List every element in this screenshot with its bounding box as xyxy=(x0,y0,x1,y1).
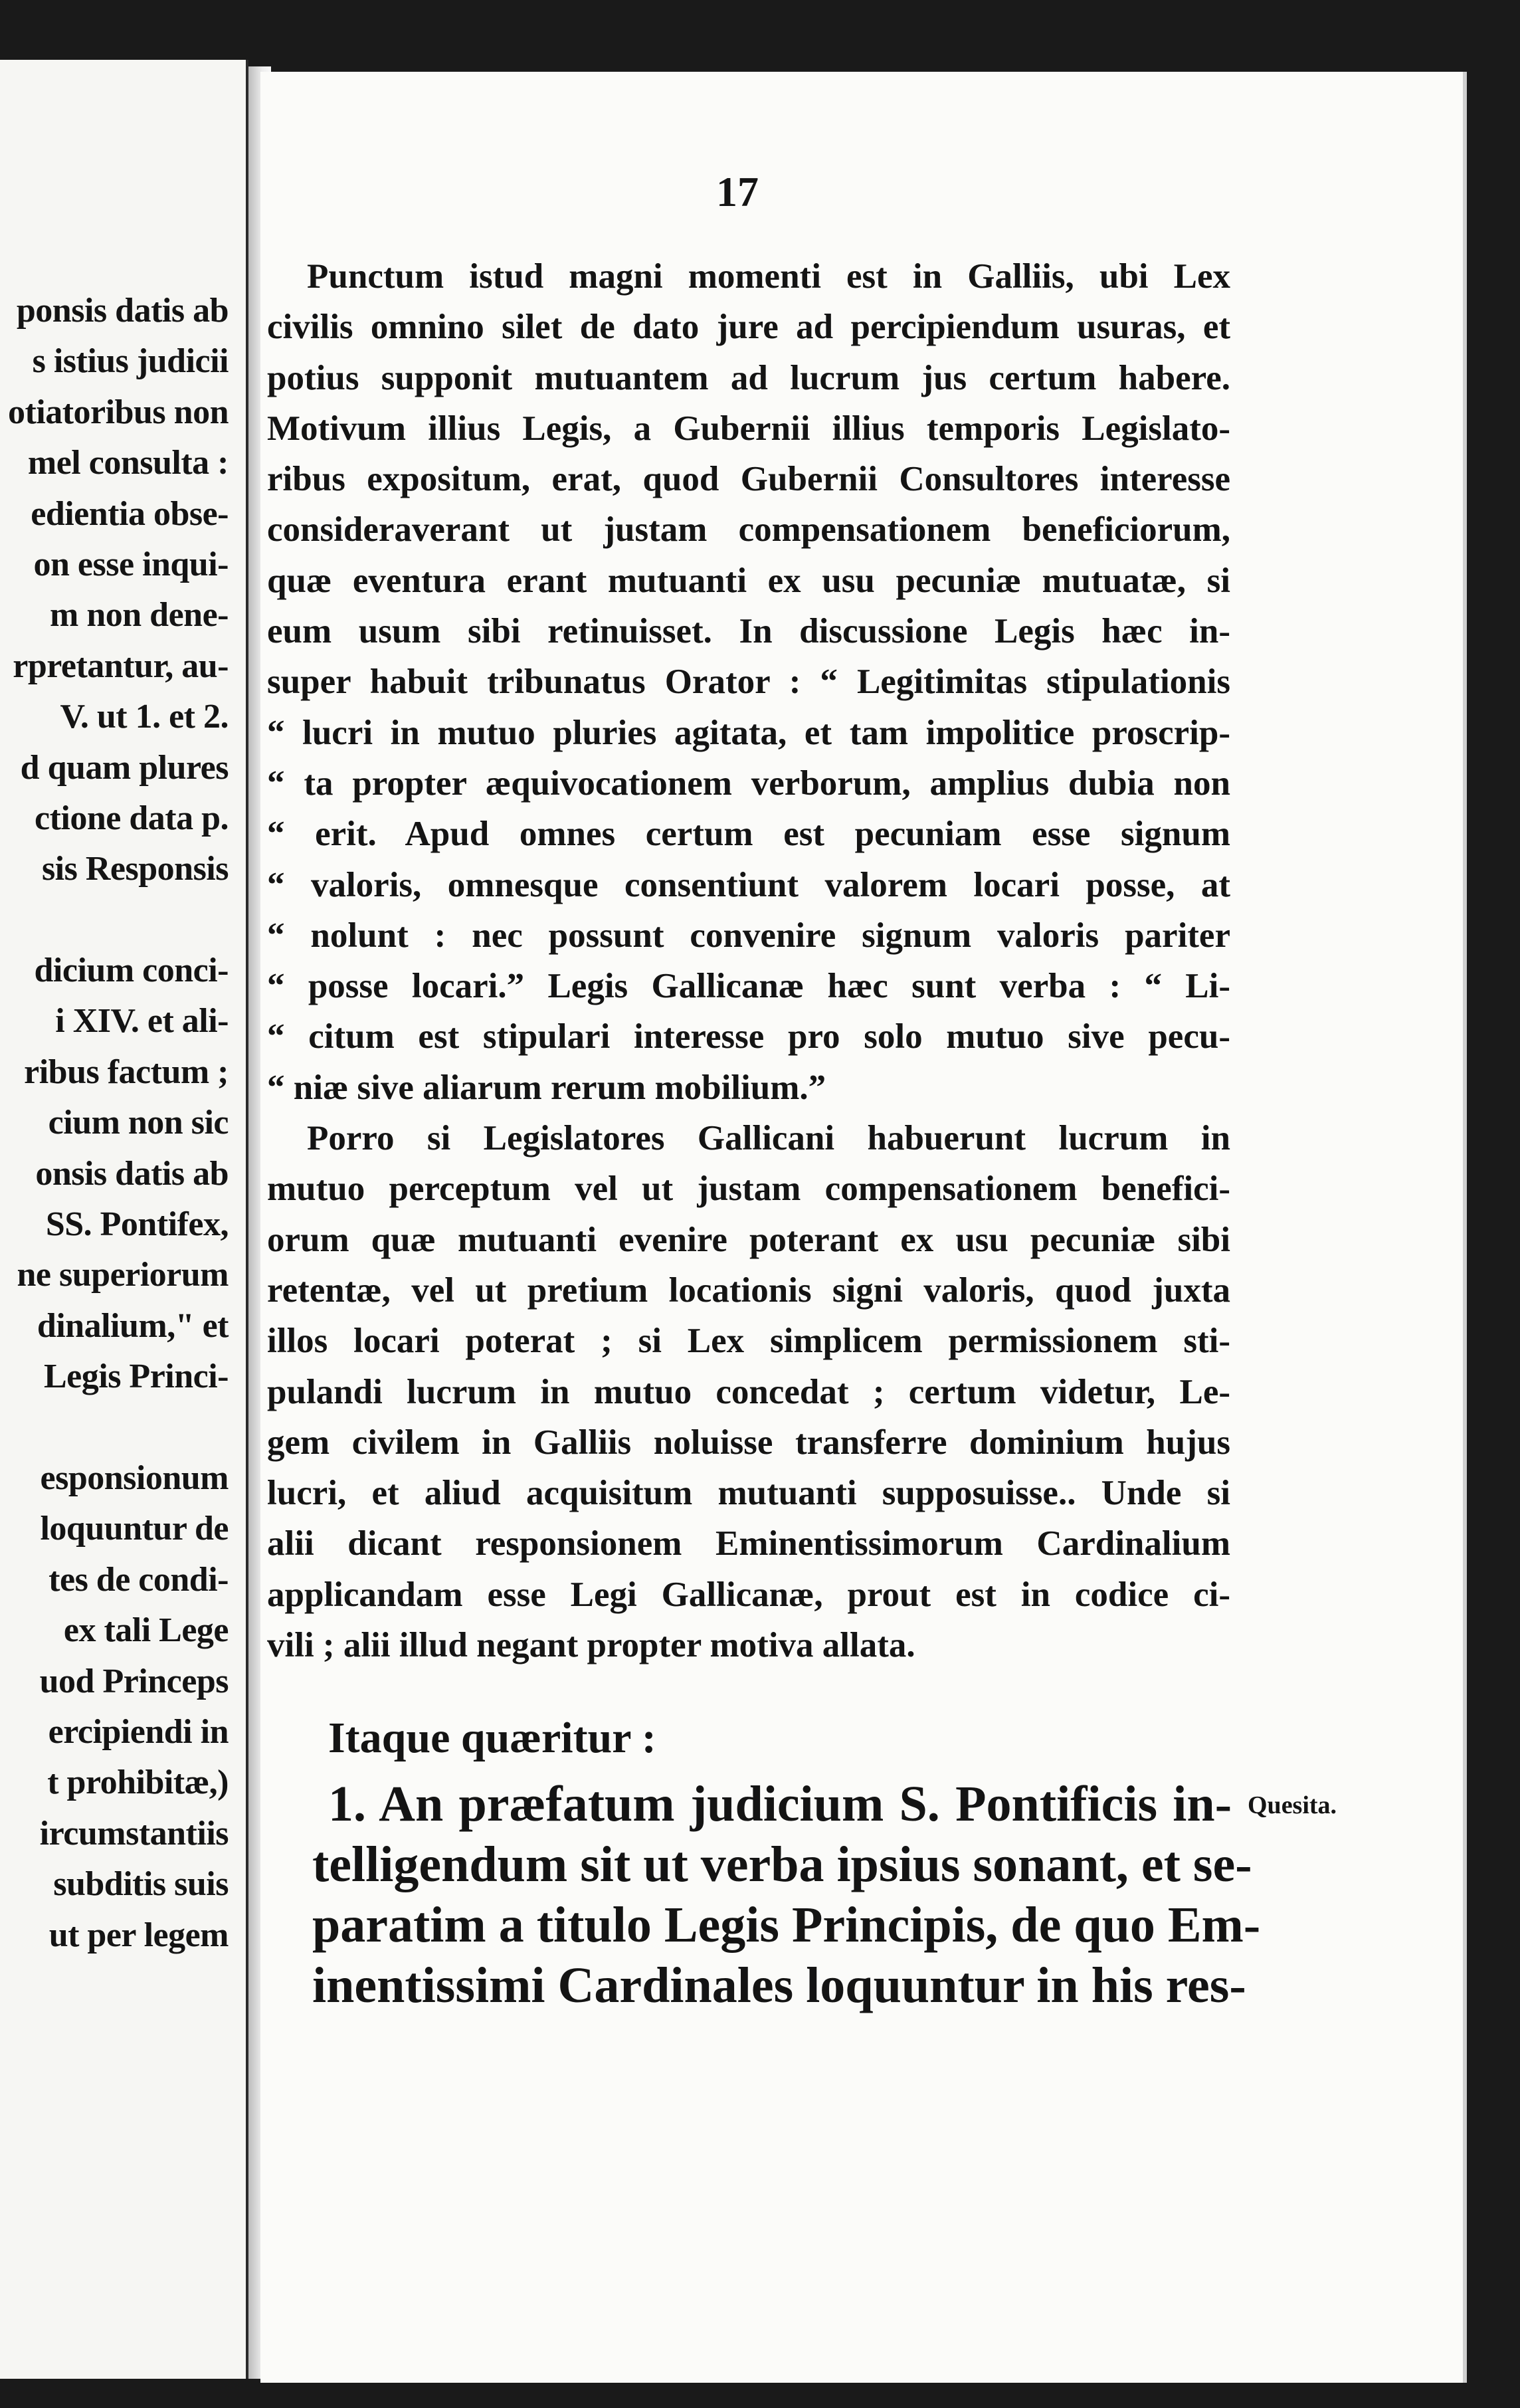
question-line: 1. An præfatum judicium S. Pontificis in- xyxy=(328,1776,1232,1832)
main-paragraphs xyxy=(267,251,1230,1670)
left-page-line: dicium conci- xyxy=(34,952,229,990)
left-page-line: rpretantur, au- xyxy=(13,647,229,685)
text-line: retentæ, vel ut pretium locationis signi valoris, quod juxta xyxy=(267,1270,1230,1310)
left-page-line: tes de condi- xyxy=(48,1560,229,1599)
margin-note: Quesita. xyxy=(1248,1791,1337,1819)
text-line: Punctum istud magni momenti est in Galliis, ubi Lex xyxy=(307,257,1230,296)
text-line: super habuit tribunatus Orator : “ Legitimitas stipulationis xyxy=(267,662,1230,702)
left-page-line: ne superiorum xyxy=(17,1256,229,1294)
page-number: 17 xyxy=(716,168,759,215)
text-line: eum usum sibi retinuisset. In discussione Legis hæc in- xyxy=(267,612,1230,651)
text-line: quæ eventura erant mutuanti ex usu pecuniæ mutuatæ, si xyxy=(267,561,1230,600)
text-line: civilis omnino silet de dato jure ad percipiendum usuras, et xyxy=(267,308,1230,347)
text-line: “ niæ sive aliarum rerum mobilium.” xyxy=(267,1068,826,1107)
text-line: “ nolunt : nec possunt convenire signum valoris pariter xyxy=(267,916,1230,955)
text-line: vili ; alii illud negant propter motiva allata. xyxy=(267,1626,915,1665)
text-line: orum quæ mutuanti evenire poterant ex usu pecuniæ sibi xyxy=(267,1220,1230,1259)
text-line: ribus expositum, erat, quod Gubernii Consultores interesse xyxy=(267,460,1230,499)
left-page-line: dinalium," et xyxy=(37,1306,229,1345)
left-page-line: onsis datis ab xyxy=(35,1154,229,1193)
left-page-line: i XIV. et ali- xyxy=(55,1002,229,1041)
left-page-line xyxy=(0,1403,229,1453)
text-line: “ valoris, omnesque consentiunt valorem locari posse, at xyxy=(267,865,1230,904)
text-line: consideraverant ut justam compensationem beneficiorum, xyxy=(267,510,1230,550)
left-page-line: d quam plures xyxy=(20,748,229,787)
left-page-line: ctione data p. xyxy=(35,799,229,837)
left-page-line: sis Responsis xyxy=(41,850,229,888)
left-page-line: cium non sic xyxy=(48,1104,229,1142)
text-line: pulandi lucrum in mutuo concedat ; certum videtur, Le- xyxy=(267,1372,1230,1411)
left-page-line: m non dene- xyxy=(50,596,229,635)
left-page-line: s istius judicii xyxy=(32,342,229,381)
left-page-line: Legis Princi- xyxy=(43,1357,229,1396)
text-line: lucri, et aliud acquisitum mutuanti supposuisse.. Unde si xyxy=(267,1474,1230,1513)
question-text xyxy=(312,1774,1261,2016)
left-page-line: on esse inqui- xyxy=(33,545,229,583)
left-page-line: otiatoribus non xyxy=(7,393,229,431)
left-page-line: V. ut 1. et 2. xyxy=(60,698,229,736)
text-line: Motivum illius Legis, a Gubernii illius temporis Legislato- xyxy=(267,409,1230,448)
left-page-line: edientia obse- xyxy=(31,494,229,533)
left-page-line: uod Princeps xyxy=(39,1662,229,1700)
left-page-line: t prohibitæ,) xyxy=(47,1763,229,1802)
text-line: illos locari poterat ; si Lex simplicem permissionem sti- xyxy=(267,1322,1230,1361)
left-page-line: loquuntur de xyxy=(40,1510,229,1548)
left-page-line xyxy=(0,895,229,946)
left-page-line: ponsis datis ab xyxy=(16,292,229,330)
text-line: gem civilem in Galliis noluisse transferre dominium hujus xyxy=(267,1423,1230,1462)
text-line: applicandam esse Legi Gallicanæ, prout est in codice ci- xyxy=(267,1575,1230,1614)
left-page-line: esponsionum xyxy=(40,1458,229,1497)
text-line: “ ta propter æquivocationem verborum, amplius dubia non xyxy=(267,763,1230,803)
left-page-line: ut per legem xyxy=(48,1916,229,1954)
text-line: mutuo perceptum vel ut justam compensationem benefici- xyxy=(267,1169,1230,1209)
question-line: paratim a titulo Legis Principis, de quo Em- xyxy=(312,1897,1261,1953)
text-line: Porro si Legislatores Gallicani habuerunt lucrum in xyxy=(307,1119,1230,1158)
question-line: inentissimi Cardinales loquuntur in his res- xyxy=(312,1957,1246,2013)
text-line: “ citum est stipulari interesse pro solo mutuo sive pecu- xyxy=(267,1017,1230,1056)
text-line: “ lucri in mutuo pluries agitata, et tam impolitice proscrip- xyxy=(267,713,1230,752)
text-line: “ erit. Apud omnes certum est pecuniam esse signum xyxy=(267,815,1230,854)
left-page-line: subditis suis xyxy=(53,1865,229,1904)
left-page-line: ex tali Lege xyxy=(63,1611,229,1650)
text-line: potius supponit mutuantem ad lucrum jus certum habere. xyxy=(267,358,1230,397)
left-facing-page xyxy=(0,60,248,2379)
section-heading: Itaque quæritur : xyxy=(328,1714,656,1762)
left-page-line: mel consulta : xyxy=(27,444,229,482)
left-page-line: ircumstantiis xyxy=(39,1814,229,1853)
question-line: telligendum sit ut verba ipsius sonant, et se- xyxy=(312,1837,1252,1892)
text-line: alii dicant responsionem Eminentissimorum Cardinalium xyxy=(267,1524,1230,1563)
left-page-line: ercipiendi in xyxy=(48,1712,229,1751)
text-line: “ posse locari.” Legis Gallicanæ hæc sunt verba : “ Li- xyxy=(267,967,1230,1006)
left-page-text xyxy=(0,286,229,1961)
left-page-line: SS. Pontifex, xyxy=(45,1205,229,1244)
left-page-line: ribus factum ; xyxy=(24,1053,229,1091)
